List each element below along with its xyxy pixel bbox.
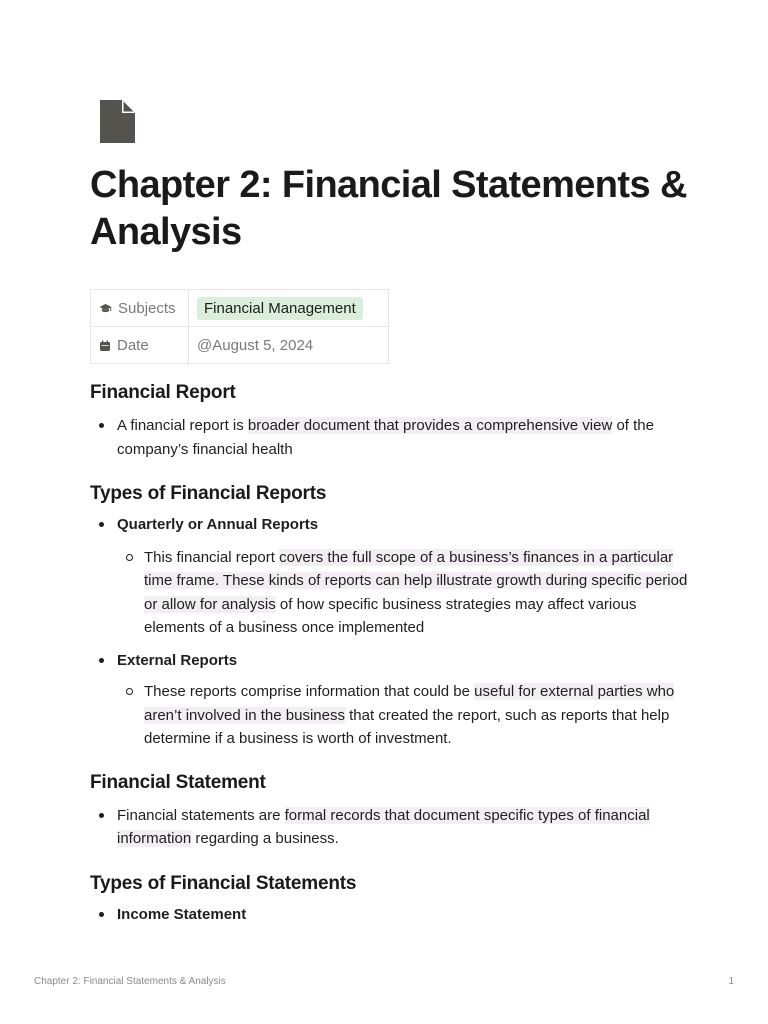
list-types-of-reports [90,513,690,537]
property-row-date [91,327,389,364]
text-run: of how specific business strategies may affect various elements of a business once implemented [144,595,637,636]
list-financial-statement [90,804,690,851]
list-item [90,414,690,461]
heading-types-of-financial-statements: Types of Financial Statements [90,872,357,894]
property-value-subjects[interactable] [189,290,389,327]
list-financial-report [90,414,690,461]
property-row-subjects [91,290,389,327]
document-icon [100,100,135,143]
text-run: of the company’s financial health [117,417,654,458]
highlighted-text: broader document that provides a comprehensive view [247,417,613,434]
sublist-quarterly [117,546,690,640]
list-external [90,649,690,673]
date-value[interactable]: @August 5, 2024 [197,336,314,354]
heading-financial-report: Financial Report [90,382,236,403]
heading-financial-statement: Financial Statement [90,771,266,793]
text-run: regarding a business. [191,830,339,847]
subjects-label: Subjects [118,299,176,317]
heading-types-of-financial-reports: Types of Financial Reports [90,483,327,504]
property-value-date[interactable] [189,327,389,364]
external-reports-title: External Reports [117,651,238,669]
date-label: Date [117,336,149,354]
list-item [90,804,690,851]
property-key-subjects[interactable] [91,290,189,327]
page-title: Chapter 2: Financial Statements & Analysis [90,164,687,253]
property-key-date[interactable] [91,327,189,364]
footer-document-title: Chapter 2: Financial Statements & Analysis [34,976,226,987]
sublist-external [117,680,690,751]
calendar-icon [99,340,111,352]
document-body [90,378,690,926]
text-run: A financial report is [117,417,248,434]
list-item [90,649,690,673]
properties-table [90,289,389,364]
list-item [117,680,690,751]
list-item [90,903,690,927]
list-item [90,513,690,537]
text-run: These reports comprise information that could be [144,683,475,700]
subject-tag[interactable]: Financial Management [197,297,363,320]
highlighted-text: covers the full scope of a business’s finances in a particular time frame. These kinds of reports can help illustrate growth during specific period or allow for analysis [144,548,688,613]
footer-page-number: 1 [728,976,734,987]
text-run: This financial report [144,548,280,566]
highlighted-text: useful for external parties who aren’t involved in the business [144,683,675,724]
list-types-of-statements [90,903,690,927]
highlighted-text: formal records that document specific types of financial information [117,806,650,847]
text-run: that created the report, such as reports that help determine if a business is worth of investment. [144,706,670,747]
income-statement-title: Income Statement [117,905,247,923]
quarterly-reports-title: Quarterly or Annual Reports [117,516,319,533]
list-item [117,546,690,640]
text-run: Financial statements are [117,806,285,824]
graduation-cap-icon [99,303,112,314]
